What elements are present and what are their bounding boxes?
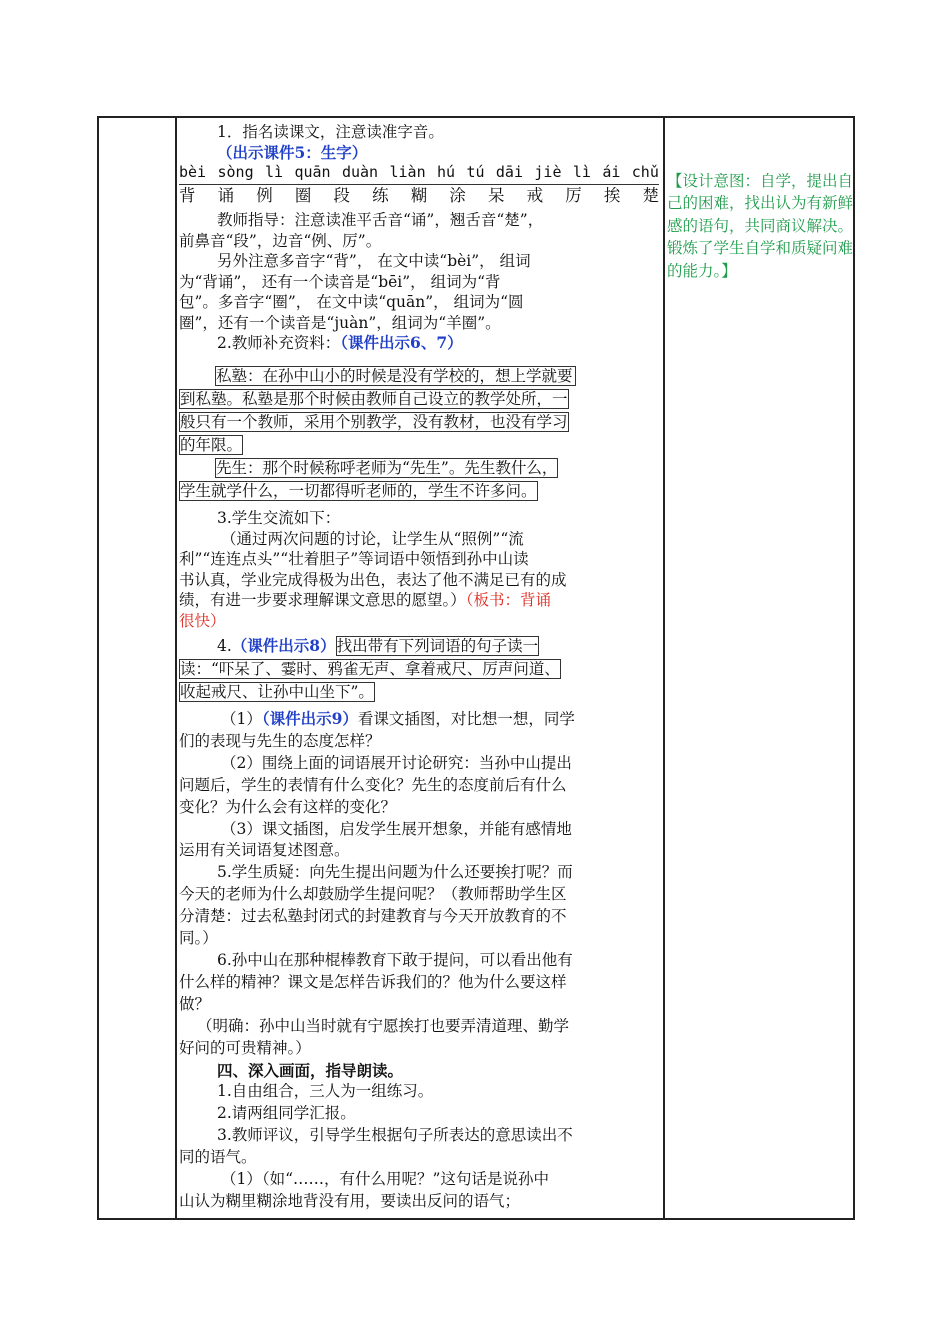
line-1: 1．指名读课文，注意读准字音。 — [217, 123, 444, 141]
poly-line-1: 另外注意多音字“背”， 在文中读“bèi”， 组词 — [217, 252, 531, 270]
read-step-2: 2.请两组同学汇报。 — [217, 1104, 356, 1123]
q3-line-1: （3）课文插图，启发学生展开想象，并能有感情地 — [221, 819, 572, 838]
pinyin-item: jiè — [534, 163, 562, 181]
char-item: 涂 — [449, 186, 466, 205]
find-sentences-line-2: 读：“吓呆了、霎时、鸦雀无声、拿着戒尺、厉声问道、 — [180, 660, 560, 678]
pinyin-item: tú — [466, 163, 485, 181]
pinyin-item: lì — [572, 163, 591, 181]
s6-line-3: 做？ — [179, 994, 211, 1013]
char-item: 呆 — [488, 186, 505, 205]
box1-line-3: 般只有一个教师，采用个别教学，没有教材，也没有学习 — [180, 413, 568, 431]
box1-line-4: 的年限。 — [180, 436, 243, 454]
char-item: 戒 — [526, 186, 544, 205]
courseware-9: （课件出示9） — [261, 709, 358, 728]
exchange-line-1: 3.学生交流如下： — [217, 509, 341, 527]
s5-line-3: 分清楚：过去私塾封闭式的封建教育与今天开放教育的不 — [179, 907, 567, 926]
pinyin-item: hú — [437, 163, 456, 181]
pinyin-item: dāi — [495, 163, 523, 181]
char-item: 练 — [372, 186, 389, 205]
box2-line-2: 学生就学什么，一切都得听老师的，学生不许多问。 — [180, 482, 537, 500]
section-4-heading: 四、深入画面，指导朗读。 — [217, 1060, 404, 1080]
q1-number: （1） — [221, 710, 262, 728]
s5-line-1: 5.学生质疑：向先生提出问题为什么还要挨打呢？而 — [217, 863, 573, 882]
q2-line-1: （2）围绕上面的词语展开讨论研究：当孙中山提出 — [221, 753, 572, 772]
pinyin-item: lì — [265, 163, 284, 181]
char-item: 段 — [333, 186, 350, 205]
chars-row — [179, 186, 659, 208]
courseware-6-7: （课件出示6、7） — [340, 333, 463, 352]
find-sentences-line-3: 收起戒尺、让孙中山坐下”。 — [180, 683, 374, 701]
char-item: 诵 — [217, 186, 235, 205]
pinyin-item: liàn — [389, 163, 426, 181]
board-note-end: 很快） — [179, 611, 226, 630]
poly-line-4: 圈”，还有一个读音是“juàn”，组词为“羊圈”。 — [179, 313, 501, 332]
exchange-line-2: （通过两次问题的讨论，让学生从“照例”“流 — [221, 529, 524, 548]
pinyin-item: sòng — [217, 163, 254, 181]
read-example-line-2: 山认为糊里糊涂地背没有用，要读出反问的语气； — [179, 1191, 521, 1210]
conclusion-line-1: （明确：孙中山当时就有宁愿挨打也要弄清道理、勤学 — [197, 1016, 570, 1035]
courseware-5: （出示课件5：生字） — [217, 142, 368, 162]
column-divider-1 — [175, 118, 177, 1218]
q1-line-2: 们的表现与先生的态度怎样？ — [179, 731, 381, 750]
pinyin-item: bèi — [179, 163, 207, 181]
s6-line-2: 什么样的精神？课文是怎样告诉我们的？他为什么要这样 — [179, 972, 567, 991]
board-note: （板书：背诵 — [465, 591, 552, 609]
s5-line-4: 同。） — [179, 929, 218, 948]
q2-line-2: 问题后，学生的表情有什么变化？先生的态度前后有什么 — [179, 775, 567, 794]
pinyin-item: chǔ — [631, 163, 659, 181]
pinyin-item: ái — [602, 163, 621, 181]
poly-line-2: 为“背诵”， 还有一个读音是“bēi”， 组词为“背 — [179, 272, 501, 291]
guide-line-1: 教师指导：注意读准平舌音“诵”，翘舌音“楚”， — [217, 211, 544, 229]
char-item: 楚 — [642, 186, 659, 205]
design-intent: 【设计意图：自学，提出自己的困难，找出认为有新鲜感的语句，共同商议解决。锻炼了学生自学和质疑问难的能力。】 — [667, 172, 854, 280]
exchange-line-4: 书认真，学业完成得极为出色，表达了他不满足已有的成 — [179, 570, 567, 589]
courseware-8: （课件出示8） — [231, 636, 336, 655]
box1-line-1: 私塾：在孙中山小的时候是没有学校的，想上学就要 — [215, 366, 576, 386]
q2-line-3: 变化？为什么会有这样的变化？ — [179, 797, 397, 816]
exchange-line-5: 绩，有进一步要求理解课文意思的愿望。） — [179, 591, 466, 609]
pinyin-row — [179, 162, 659, 185]
char-item: 例 — [256, 186, 273, 205]
find-sentences-line-1: 找出带有下列词语的句子读一 — [336, 637, 539, 655]
box2-line-1: 先生：那个时候称呼老师为“先生”。先生教什么， — [216, 459, 558, 477]
char-item: 糊 — [410, 186, 428, 205]
q3-line-2: 运用有关词语复述图意。 — [179, 841, 350, 860]
lesson-table — [97, 116, 855, 1220]
char-item: 厉 — [565, 186, 582, 205]
char-item: 圈 — [294, 186, 312, 205]
char-item: 背 — [179, 186, 196, 205]
char-item: 挨 — [603, 186, 621, 205]
read-step-1: 1.自由组合，三人为一组练习。 — [217, 1082, 434, 1101]
pinyin-item: quān — [294, 163, 331, 181]
poly-line-3: 包”。多音字“圈”， 在文中读“quān”， 组词为“圆 — [179, 293, 524, 311]
s5-line-2: 今天的老师为什么却鼓励学生提问呢？（教师帮助学生区 — [179, 885, 567, 904]
supplement-label: 2.教师补充资料： — [217, 334, 341, 352]
read-step-3-line-1: 3.教师评议，引导学生根据句子所表达的意思读出不 — [217, 1126, 573, 1145]
exchange-line-3: 利”“连连点头”“壮着胆子”等词语中领悟到孙中山读 — [179, 550, 529, 568]
q1-text: 看课文插图，对比想一想，同学 — [357, 710, 575, 728]
conclusion-line-2: 好问的可贵精神。） — [179, 1038, 311, 1057]
item-4-number: 4. — [217, 637, 232, 655]
box1-line-2: 到私塾。私塾是那个时候由教师自己设立的教学处所，一 — [180, 390, 568, 408]
guide-line-2: 前鼻音“段”，边音“例、厉”。 — [179, 231, 382, 250]
s6-line-1: 6.孙中山在那种棍棒教育下敢于提问，可以看出他有 — [217, 950, 573, 969]
pinyin-item: duàn — [341, 163, 379, 181]
read-step-3-line-2: 同的语气。 — [179, 1148, 257, 1167]
read-example-line-1: （1）（如“……，有什么用呢？”这句话是说孙中 — [221, 1170, 549, 1189]
